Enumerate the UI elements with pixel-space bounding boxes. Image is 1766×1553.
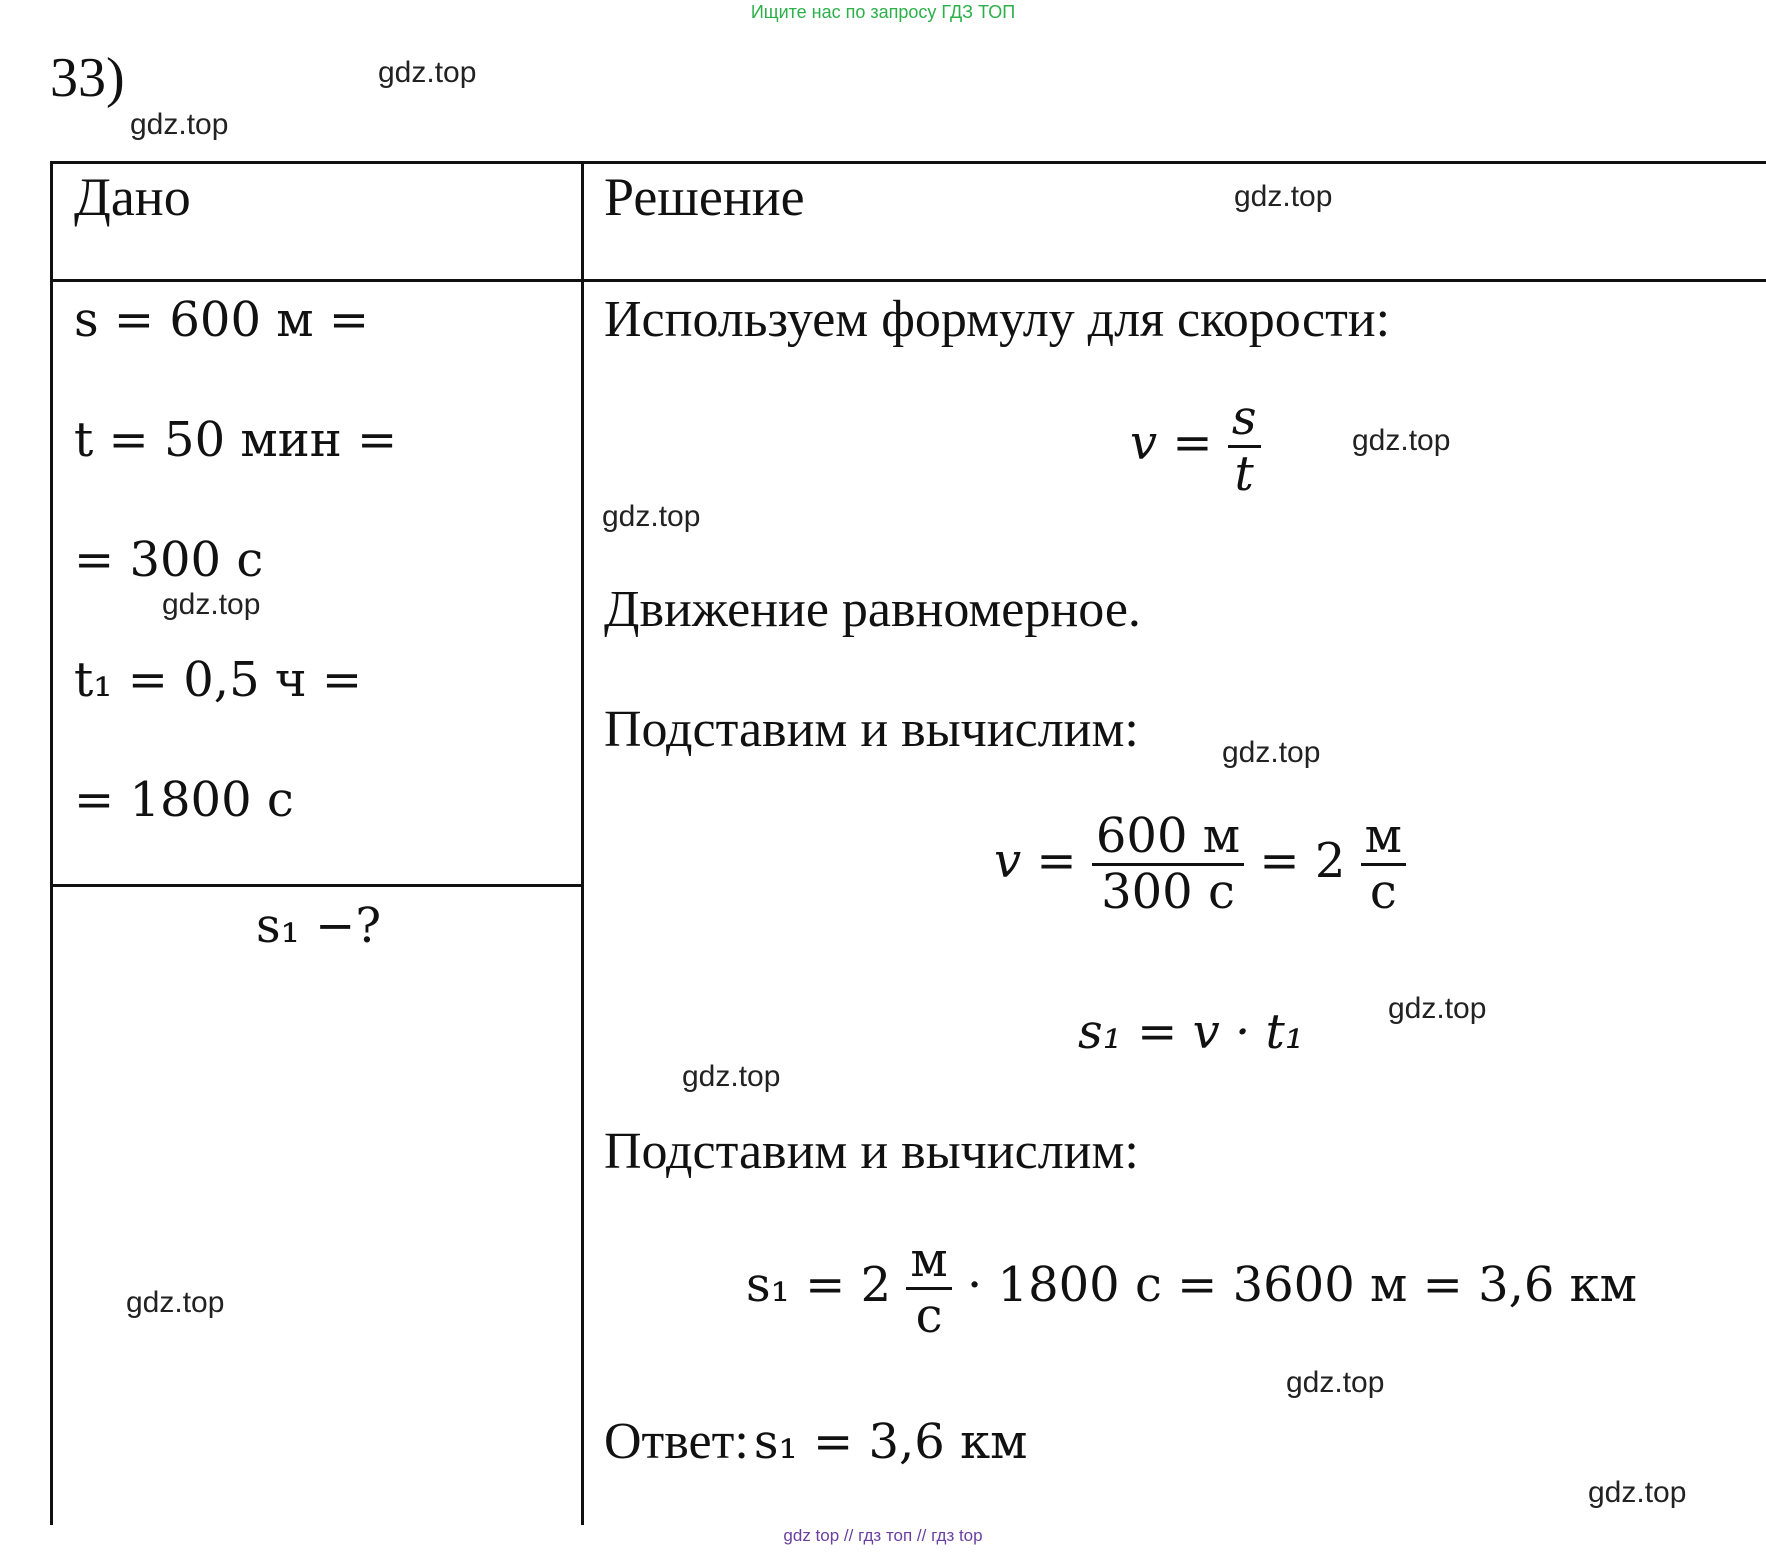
answer-label: Ответ: bbox=[604, 1413, 749, 1470]
watermark: gdz.top bbox=[1222, 736, 1321, 769]
unit-denominator: с bbox=[1369, 863, 1397, 920]
given-time-seconds: = 300 с bbox=[74, 532, 264, 588]
formula-fraction bbox=[1228, 392, 1261, 501]
find-quantity: s₁ −? bbox=[256, 898, 382, 954]
watermark: gdz.top bbox=[130, 108, 229, 141]
distance-formula: s₁ = v · t₁ bbox=[1078, 1004, 1305, 1060]
watermark: gdz.top bbox=[126, 1286, 225, 1319]
column-divider bbox=[581, 161, 584, 1525]
watermark: gdz.top bbox=[682, 1060, 781, 1093]
given-header: Дано bbox=[74, 167, 191, 227]
watermark: gdz.top bbox=[602, 500, 701, 533]
given-find-divider bbox=[50, 884, 583, 887]
solution-intro: Используем формулу для скорости: bbox=[604, 291, 1391, 348]
calc-denominator: 300 с bbox=[1101, 863, 1235, 920]
table-top-border bbox=[50, 161, 1766, 164]
unit-numerator: м bbox=[1361, 810, 1406, 866]
problem-number: 33) bbox=[50, 47, 125, 109]
given-time: t = 50 мин = bbox=[74, 412, 398, 468]
watermark: gdz.top bbox=[1588, 1476, 1687, 1509]
answer bbox=[604, 1412, 1027, 1471]
formula-numerator: s bbox=[1228, 392, 1261, 448]
watermark: gdz.top bbox=[378, 56, 477, 89]
calc-numerator: 600 м bbox=[1092, 810, 1244, 866]
calc-fraction bbox=[1092, 810, 1244, 919]
substitute-label-2: Подставим и вычислим: bbox=[604, 1123, 1139, 1180]
answer-value: s₁ = 3,6 км bbox=[753, 1414, 1028, 1470]
search-banner: Ищите нас по запросу ГДЗ ТОП bbox=[750, 2, 1016, 22]
given-distance: s = 600 м = bbox=[74, 292, 370, 348]
watermark: gdz.top bbox=[1234, 180, 1333, 213]
calc2-lhs: s₁ = 2 bbox=[746, 1256, 892, 1313]
watermark: gdz.top bbox=[1286, 1366, 1385, 1399]
watermark: gdz.top bbox=[1352, 424, 1451, 457]
calc2-unit-numerator: м bbox=[906, 1234, 951, 1290]
velocity-calculation bbox=[994, 810, 1406, 919]
given-time-1: t₁ = 0,5 ч = bbox=[74, 652, 363, 708]
unit-fraction bbox=[1361, 810, 1406, 919]
substitute-label-1: Подставим и вычислим: bbox=[604, 701, 1139, 758]
uniform-motion: Движение равномерное. bbox=[604, 581, 1141, 638]
watermark: gdz.top bbox=[162, 588, 261, 621]
watermark: gdz.top bbox=[1388, 992, 1487, 1025]
calc2-unit-fraction bbox=[906, 1234, 951, 1343]
formula-lhs: v = bbox=[1130, 414, 1213, 471]
calc2-unit-denominator: с bbox=[915, 1287, 943, 1344]
calc-result: = 2 bbox=[1259, 832, 1346, 889]
table-header-divider bbox=[50, 279, 1766, 282]
distance-calculation bbox=[746, 1234, 1637, 1343]
footer-links: gdz top // гдз топ // гдз top bbox=[783, 1526, 983, 1545]
formula-denominator: t bbox=[1234, 445, 1254, 502]
calc2-rest: · 1800 с = 3600 м = 3,6 км bbox=[967, 1256, 1637, 1313]
solution-header: Решение bbox=[604, 167, 805, 227]
calc-lhs: v = bbox=[994, 832, 1077, 889]
given-time-1-seconds: = 1800 с bbox=[74, 772, 294, 828]
velocity-formula bbox=[1130, 392, 1261, 501]
table-left-border bbox=[50, 161, 53, 1525]
